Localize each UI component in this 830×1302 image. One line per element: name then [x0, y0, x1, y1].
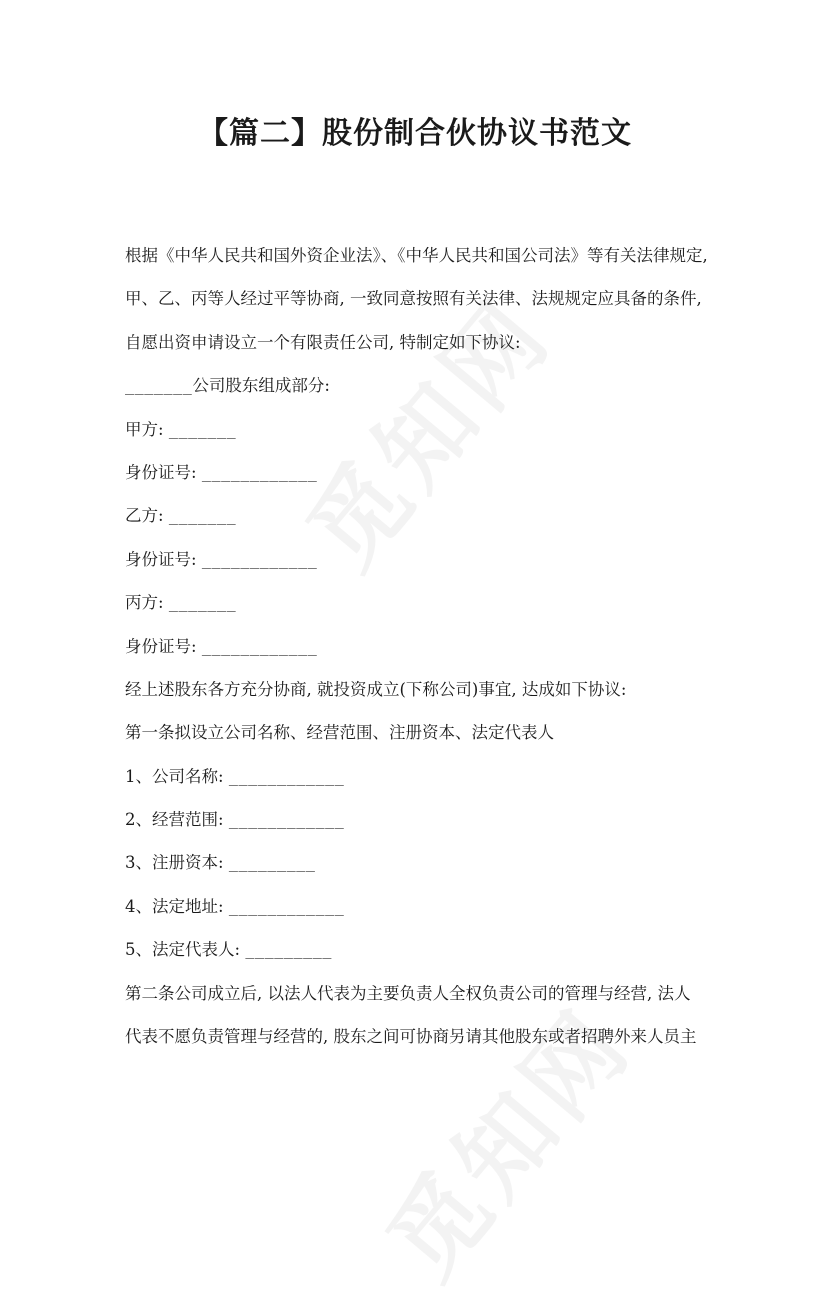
line-text: 身份证号:: [125, 549, 202, 569]
business-scope-line: [125, 798, 725, 841]
party-a-line: [125, 408, 725, 451]
paragraph-line: [125, 234, 725, 277]
line-text: 4、法定地址:: [125, 896, 229, 916]
paragraph-line: [125, 321, 725, 364]
line-text: 5、法定代表人:: [125, 940, 246, 960]
line-text: 丙方:: [125, 593, 169, 613]
blank-field: ____________: [228, 811, 345, 830]
line-text: 乙方:: [125, 506, 169, 526]
line-text: 身份证号:: [125, 636, 202, 656]
paragraph-line: [125, 668, 725, 711]
line-text: 根据《中华人民共和国外资企业法》、《中华人民共和国公司法》等有关法律规定,: [125, 246, 708, 265]
blank-field: _________: [245, 941, 332, 960]
line-text: 甲、乙、丙等人经过平等协商, 一致同意按照有关法律、法规规定应具备的条件,: [125, 289, 702, 309]
document-title: 【篇二】股份制合伙协议书范文: [198, 116, 632, 151]
party-b-line: [125, 494, 725, 537]
line-text: 身份证号:: [125, 462, 202, 482]
line-text: 经上述股东各方充分协商, 就投资成立(下称公司)事宜, 达成如下协议:: [125, 679, 627, 699]
line-text: 甲方:: [125, 419, 169, 439]
blank-field: _______: [168, 594, 237, 613]
line-text: 第一条拟设立公司名称、经营范围、注册资本、法定代表人: [125, 723, 554, 743]
blank-field: _______: [168, 420, 237, 439]
line-text: 2、经营范围:: [125, 810, 229, 830]
legal-representative-line: [125, 928, 725, 971]
legal-address-line: [125, 885, 725, 928]
article-one-heading: [125, 711, 725, 754]
article-two-line: [125, 1015, 725, 1058]
line-text: 代表不愿负责管理与经营的, 股东之间可协商另请其他股东或者招聘外来人员主: [125, 1027, 697, 1047]
line-text: 自愿出资申请设立一个有限责任公司, 特制定如下协议:: [125, 332, 521, 352]
company-name-line: [125, 755, 725, 798]
party-c-line: [125, 581, 725, 624]
id-number-line: [125, 538, 725, 581]
line-text: 第二条公司成立后, 以法人代表为主要负责人全权负责公司的管理与经营, 法人: [125, 983, 691, 1003]
document-body: [125, 234, 725, 1058]
blank-field: _______: [125, 377, 193, 396]
blank-field: ____________: [201, 550, 318, 569]
line-text: 公司股东组成部分:: [192, 376, 330, 396]
blank-field: _______: [168, 507, 237, 526]
line-text: 1、公司名称:: [125, 766, 229, 786]
paragraph-line: [125, 277, 725, 320]
blank-field: _________: [228, 854, 316, 873]
registered-capital-line: [125, 841, 725, 884]
blank-field: ____________: [228, 767, 345, 786]
blank-field: ____________: [228, 897, 345, 916]
blank-field: ____________: [201, 463, 318, 482]
line-text: 3、注册资本:: [125, 853, 229, 873]
id-number-line: [125, 625, 725, 668]
shareholder-heading: [125, 364, 725, 407]
article-two-line: [125, 972, 725, 1015]
blank-field: ____________: [201, 637, 318, 656]
id-number-line: [125, 451, 725, 494]
